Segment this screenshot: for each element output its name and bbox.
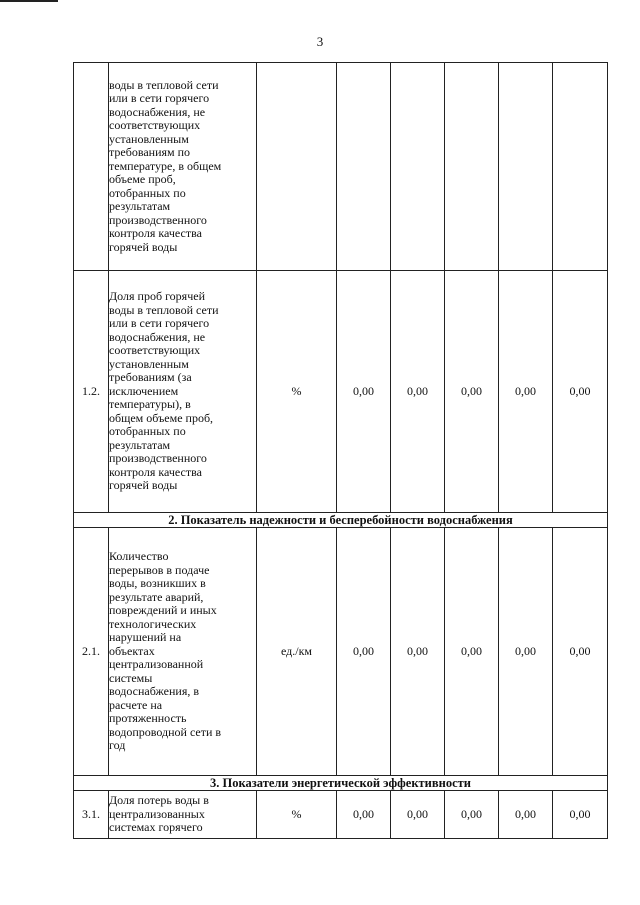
unit-cell bbox=[257, 63, 337, 271]
value-cell: 0,00 bbox=[391, 791, 445, 839]
value-cell bbox=[499, 63, 553, 271]
row-number bbox=[74, 63, 109, 271]
value-cell: 0,00 bbox=[499, 271, 553, 513]
value-cell: 0,00 bbox=[553, 528, 608, 776]
value-cell: 0,00 bbox=[445, 528, 499, 776]
top-margin-mark bbox=[0, 0, 58, 2]
row-number: 1.2. bbox=[74, 271, 109, 513]
section-title: 3. Показатели энергетической эффективности bbox=[74, 776, 608, 791]
indicator-description: Доля проб горячей воды в тепловой сети или в сети горячего водоснабжения, не соответствующих установленным требованиям (за исключением температуры), в общем объеме проб, отобранных по результатам производственного контроля качества горячей воды bbox=[109, 271, 257, 513]
indicator-description: воды в тепловой сети или в сети горячего водоснабжения, не соответствующих установленным требованиям по температуре, в общем объеме проб, отобранных по результатам производственного контроля качества горячей воды bbox=[109, 63, 257, 271]
indicators-table bbox=[73, 62, 608, 839]
indicator-description: Доля потерь воды в централизованных системах горячего bbox=[109, 791, 257, 839]
row-number: 2.1. bbox=[74, 528, 109, 776]
value-cell bbox=[391, 63, 445, 271]
value-cell: 0,00 bbox=[445, 791, 499, 839]
value-cell: 0,00 bbox=[499, 791, 553, 839]
value-cell: 0,00 bbox=[445, 271, 499, 513]
unit-cell: % bbox=[257, 271, 337, 513]
value-cell: 0,00 bbox=[391, 528, 445, 776]
unit-cell: ед./км bbox=[257, 528, 337, 776]
value-cell: 0,00 bbox=[337, 791, 391, 839]
value-cell bbox=[445, 63, 499, 271]
value-cell: 0,00 bbox=[499, 528, 553, 776]
row-number: 3.1. bbox=[74, 791, 109, 839]
table-row-2-1 bbox=[74, 528, 608, 776]
table-row-3-1 bbox=[74, 791, 608, 839]
value-cell: 0,00 bbox=[553, 271, 608, 513]
value-cell: 0,00 bbox=[337, 528, 391, 776]
indicator-description: Количество перерывов в подаче воды, возникших в результате аварий, повреждений и иных технологических нарушений на объектах централизованной системы водоснабжения, в расчете на протяженность водопроводной сети в год bbox=[109, 528, 257, 776]
section-heading-3 bbox=[74, 776, 608, 791]
value-cell: 0,00 bbox=[553, 791, 608, 839]
value-cell: 0,00 bbox=[391, 271, 445, 513]
table-row-1-1-continued bbox=[74, 63, 608, 271]
table-row-1-2 bbox=[74, 271, 608, 513]
page-number: 3 bbox=[316, 34, 324, 49]
section-title: 2. Показатель надежности и бесперебойности водоснабжения bbox=[74, 513, 608, 528]
value-cell bbox=[337, 63, 391, 271]
section-heading-2 bbox=[74, 513, 608, 528]
value-cell: 0,00 bbox=[337, 271, 391, 513]
unit-cell: % bbox=[257, 791, 337, 839]
value-cell bbox=[553, 63, 608, 271]
